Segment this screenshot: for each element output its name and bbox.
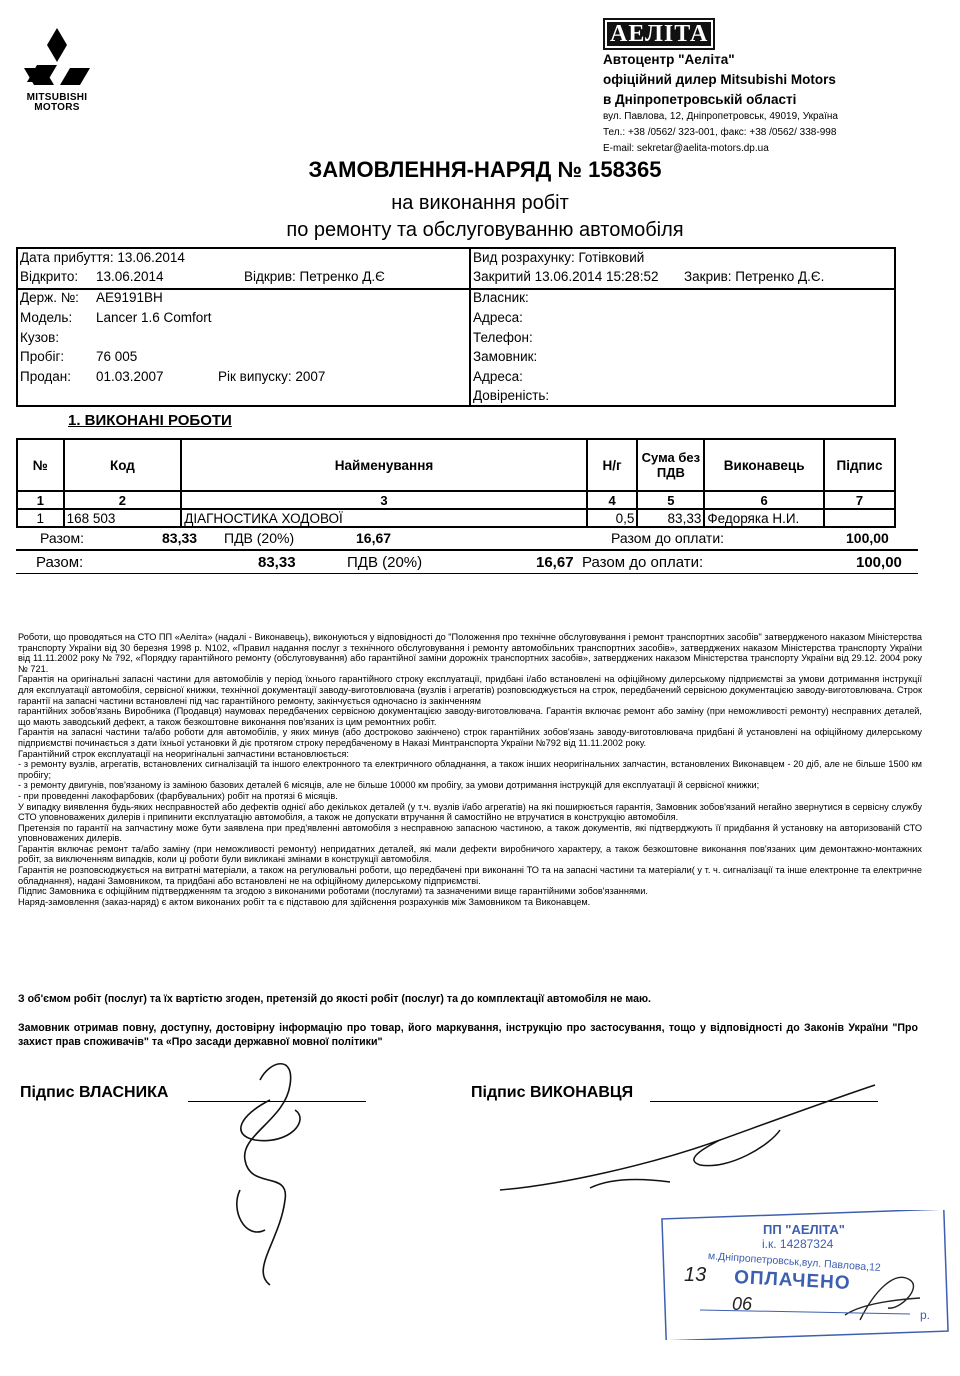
dealer-line-3: в Дніпропетровській області xyxy=(603,92,797,107)
stamp-paid: ОПЛАЧЕНО xyxy=(733,1266,852,1295)
closed-by: Закрив: Петренко Д.Є. xyxy=(684,269,825,284)
terms-paragraph: гарантійних зобов'язань Виробника (Продавця) наумовах передбачених сервісною документацією заводу-виготовлювача. Гарантія включає ремонт або заміну (при неможливості ремонту) несправних деталей, що мають заводський дефект, а також безкоштовне виконання пов'язаних із цим ремонтних робіт. xyxy=(18,706,922,727)
dealer-phone: Тел.: +38 /0562/ 323-001, факс: +38 /0562/ 338-998 xyxy=(603,127,837,138)
terms-paragraph: - з ремонту вузлів, агрегатів, встановлених сигналізацій та іншого електронного та електричного обладнання, а також інших неоригінальних запчастин, встановлених Виконавцем - 20 діб, але не більше 1500 км пробігу; xyxy=(18,759,922,780)
executor-signature-label: Підпис ВИКОНАВЦЯ xyxy=(471,1084,634,1101)
stamp-year-suffix: р. xyxy=(920,1308,931,1322)
terms-paragraph: У випадку виявлення будь-яких несправностей або дефектів однієї або декількох деталей (у т.ч. вузлів і/або агрегатів) на які поширюється гарантія, Замовник зобов'язаний негайно звернутися в сервісну службу СТО уповноважених дилерів і припинити експлуатацію автомобіля, а також не допускати втручання й самостійно не втручатися в конструкцію автомобіля. xyxy=(18,801,922,823)
opened-by: Відкрив: Петренко Д.Є xyxy=(244,269,385,284)
terms-paragraph: Роботи, що проводяться на СТО ПП «Аеліта» (надалі - Виконавець), виконуються у відповідності до "Положення про технічне обслуговування і ремонт транспортних засобів" затвердженого наказом Міністерства транспорту України від 30 березня 1998 р. N102, «Правил надання послуг з технічного обслуговування і ремонту автомобільних транспортних засобів», затверджених наказом Міністерства транспорту України від 11.11.2002 року № 792, «Порядку гарантійного ремонту (обслуговування) або гарантійної заміни дорожніх транспортних засобів», затверджених наказом Міністерства транспорту України від 29.12. 2004 року № 721. xyxy=(18,632,922,674)
plate-value: AE9191BH xyxy=(96,290,163,305)
col-number: 6 xyxy=(704,491,824,509)
model-value: Lancer 1.6 Comfort xyxy=(96,310,212,325)
customer-address-label: Адреса: xyxy=(473,369,523,384)
owner-signature-icon xyxy=(200,1040,400,1300)
works-total-label: Разом: xyxy=(40,530,85,546)
col-number: 2 xyxy=(64,491,182,509)
row-sum: 83,33 xyxy=(637,509,704,527)
plate-label: Держ. №: xyxy=(20,290,79,305)
mitsubishi-diamonds-icon xyxy=(22,26,92,88)
col-number: 7 xyxy=(824,491,895,509)
terms-paragraph: Гарантія на запасні частини та/або роботи для автомобілів, у яких минув (або достроково закінчено) строк гарантійних зобов'язань заводу-виготовлювача придбані й установлені на офіційному дилерському підприємстві починається з дати їхньої установки й діє протягом строку передбаченому в Наказі Минтранспорта України №792 від 11.11.2002 року. xyxy=(18,727,922,748)
works-section-title: 1. ВИКОНАНІ РОБОТИ xyxy=(68,412,232,429)
works-pay-value: 100,00 xyxy=(846,530,889,546)
order-subtitle-1: на виконання робіт xyxy=(391,192,569,214)
works-vat-label: ПДВ (20%) xyxy=(224,530,295,546)
col-number: 4 xyxy=(587,491,638,509)
row-sign xyxy=(824,509,895,527)
row-number: 1 xyxy=(17,509,64,527)
address-label: Адреса: xyxy=(473,310,523,325)
terms-paragraph: Претензія по гарантії на запчастину може бути заявлена при пред'явленні автомобіля з несправною запасною частиною, а також документів, які підтверджують її придбання й установку на авторизованій СТО уповноважених дилерів. xyxy=(18,822,922,844)
payment-type: Вид розрахунку: Готівковий xyxy=(473,250,645,265)
grand-total-value: 83,33 xyxy=(258,554,296,571)
stamp-line-3: м.Дніпропетровськ,вул. Павлова,12 xyxy=(707,1250,882,1275)
dealer-line-1: Автоцентр "Аеліта" xyxy=(603,52,735,67)
row-worker: Федоряка Н.И. xyxy=(704,509,824,527)
terms-paragraph: - при проведенні лакофарбових (фарбувальних) робіт на протязі 6 місяців. xyxy=(18,790,338,801)
executor-signature-icon xyxy=(470,1070,890,1220)
row-name: ДІАГНОСТИКА ХОДОВОЇ xyxy=(181,509,587,527)
year-of-manufacture: Рік випуску: 2007 xyxy=(218,369,326,384)
works-table-numbering xyxy=(17,491,895,509)
mileage-label: Пробіг: xyxy=(20,349,65,364)
order-subtitle-2: по ремонту та обслуговуванню автомобіля xyxy=(286,219,684,241)
grand-vat-label: ПДВ (20%) xyxy=(347,554,423,571)
warranty-terms xyxy=(18,632,922,907)
logo-text-1: MITSUBISHI xyxy=(26,92,88,103)
totals-divider xyxy=(16,549,918,551)
mitsubishi-logo xyxy=(22,26,92,116)
grand-divider xyxy=(16,573,918,574)
model-label: Модель: xyxy=(20,310,73,325)
aelita-logo: АЕЛІТА xyxy=(603,18,715,50)
header-cell: Найменування xyxy=(181,439,587,491)
owner-signature-label: Підпис ВЛАСНИКА xyxy=(20,1084,169,1101)
owner-label: Власник: xyxy=(473,290,529,305)
header-cell: № xyxy=(17,439,64,491)
sold-label: Продан: xyxy=(20,369,72,384)
agreement-quality: З об'ємом робіт (послуг) та їх вартістю згоден, претензій до якості робіт (послуг) та до комплектації автомобіля не маю. xyxy=(18,993,651,1005)
grand-total-label: Разом: xyxy=(36,554,84,571)
grand-vat-value: 16,67 xyxy=(536,554,574,571)
opened-label: Відкрито: xyxy=(20,269,79,284)
order-title: ЗАМОВЛЕННЯ-НАРЯД № 158365 xyxy=(308,157,662,182)
opened-value: 13.06.2014 xyxy=(96,269,164,284)
header-cell: Сума без ПДВ xyxy=(637,439,704,491)
sold-value: 01.03.2007 xyxy=(96,369,164,384)
agreement-information: Замовник отримав повну, доступну, достовірну інформацію про товар, його маркування, інструкцію про застосування, тощо у відповідності до Законів України "Про захист прав споживачів" та «Про засади державної мовної політики" xyxy=(18,1022,918,1048)
terms-paragraph: Гарантія не розповсюджується на витратні матеріали, а також на регулювальні роботи, що передбачені при виконанні ТО та на запасні частини та матеріали( у т. ч. сигналізації та інше електронне та електричне обладнання), надані Замовником, та придбані або встановлені не на офіційному дилерському підприємстві. xyxy=(18,865,922,886)
table-row xyxy=(17,509,895,527)
header-cell: Виконавець xyxy=(704,439,824,491)
stamp-line-2: і.к. 14287324 xyxy=(762,1237,834,1251)
stamp-signature-icon xyxy=(660,1210,950,1340)
terms-paragraph: Наряд-замовлення (заказ-наряд) є актом виконаних робіт та є підставою для здійснення розрахунків між Замовником та Виконавцем. xyxy=(18,896,591,907)
works-pay-label: Разом до оплати: xyxy=(611,530,725,546)
works-table-header xyxy=(17,439,895,491)
dealer-block xyxy=(603,50,836,110)
phone-label: Телефон: xyxy=(473,330,533,345)
paid-stamp xyxy=(660,1210,950,1340)
row-code: 168 503 xyxy=(64,509,182,527)
stamp-day: 13 xyxy=(684,1264,707,1286)
customer-label: Замовник: xyxy=(473,349,538,364)
col-number: 3 xyxy=(181,491,587,509)
logo-text-2: MOTORS xyxy=(34,102,80,113)
terms-paragraph: Підпис Замовника є офіційним підтвердженням та згодою з виконаними роботами (послугами) та зазначеними вище гарантійними зобов'язаннями. xyxy=(18,886,648,897)
closed-date: Закритий 13.06.2014 15:28:52 xyxy=(473,269,659,284)
row-hours: 0,5 xyxy=(587,509,638,527)
stamp-line-1: ПП "АЕЛІТА" xyxy=(763,1222,845,1237)
stamp-month: 06 xyxy=(732,1294,753,1314)
header-cell: Підпис xyxy=(824,439,895,491)
works-total-value: 83,33 xyxy=(162,530,198,546)
grand-pay-label: Разом до оплати: xyxy=(582,554,704,571)
terms-paragraph: Гарантійний строк експлуатації на неоригінальні запчастини встановлюється: xyxy=(18,748,349,759)
terms-paragraph: Гарантія на оригінальні запасні частини для автомобілів у період їхнього гарантійного строку експлуатації, придбані і/або встановлені на офіційному дилерському підприємстві за умови дотримання інструкції для експлуатації автомобіля, сервісної книжки, технічної документації заводу-виготовлювача (вузлів і агрегатів) розповсюджується на строк, передбачений сервісною документацією заводу-виготовлювача. Строк гарантії на запасні частини встановлені під час гарантійного ремонту, закінчується одночасно із закінченням xyxy=(18,674,922,706)
grand-pay-value: 100,00 xyxy=(856,554,902,571)
col-number: 5 xyxy=(637,491,704,509)
body-label: Кузов: xyxy=(20,330,60,345)
header-cell: Код xyxy=(64,439,182,491)
dealer-line-2: офіційний дилер Mitsubishi Motors xyxy=(603,72,836,87)
terms-paragraph: - з ремонту двигунів, пов'язаному із заміною базових деталей 6 місяців, але не більше 10000 км пробігу, за умови дотримання інструкцій для експлуатації й сервісної книжки; xyxy=(18,780,760,791)
works-table xyxy=(16,438,896,528)
col-number: 1 xyxy=(17,491,64,509)
works-vat-value: 16,67 xyxy=(356,530,392,546)
mileage-value: 76 005 xyxy=(96,349,138,364)
proxy-label: Довіреність: xyxy=(473,388,550,403)
terms-paragraph: Гарантія включає ремонт та/або заміну (при неможливості ремонту) непридатних деталей, які мали дефекти виробничого характеру, а також безкоштовне виконання пов'язаних цим демонтажно-монтажних робіт, за виключенням випадків, коли ці роботи були викликані змінами в конструкції автомобіля. xyxy=(18,843,922,865)
arrival-date: Дата прибуття: 13.06.2014 xyxy=(20,250,185,265)
dealer-email: E-mail: sekretar@aelita-motors.dp.ua xyxy=(603,143,769,154)
dealer-contacts xyxy=(603,109,838,157)
vehicle-info-block xyxy=(16,247,896,407)
header-cell: Н/г xyxy=(587,439,638,491)
dealer-address: вул. Павлова, 12, Дніпропетровськ, 49019, Україна xyxy=(603,111,838,122)
